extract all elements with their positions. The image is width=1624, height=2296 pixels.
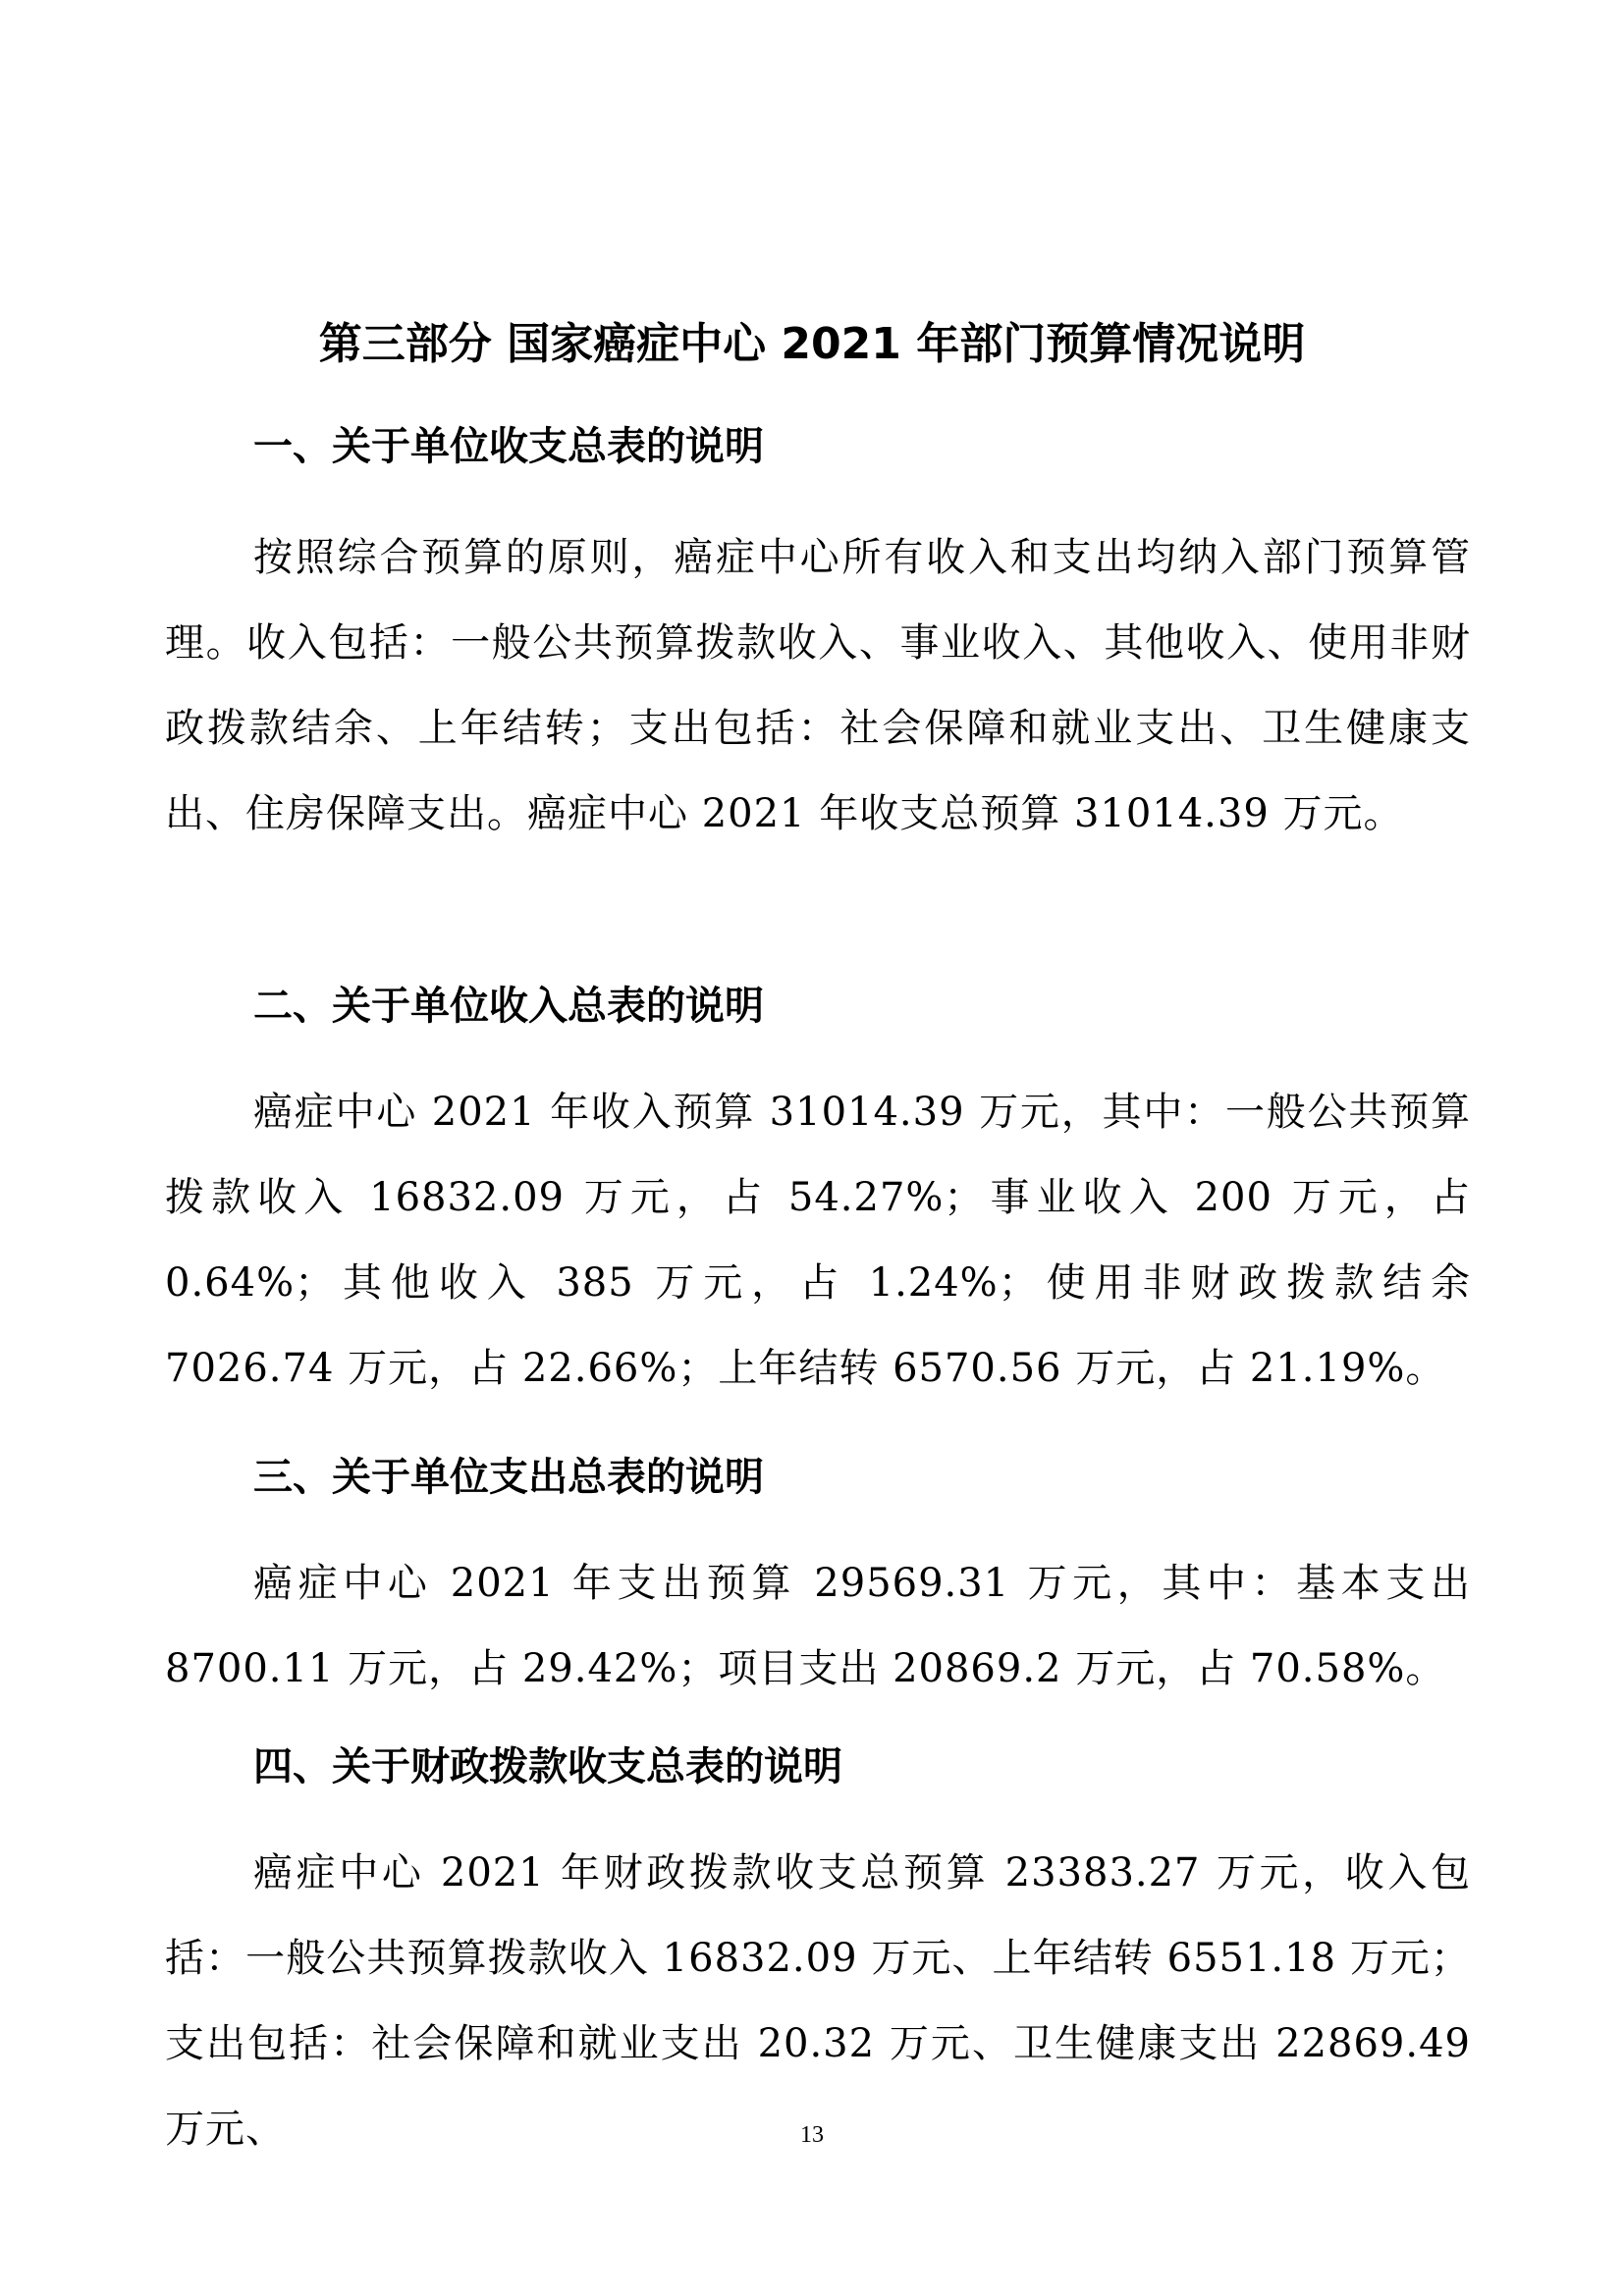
page-title: 第三部分 国家癌症中心 2021 年部门预算情况说明 bbox=[318, 319, 1306, 369]
section-heading-1: 一、关于单位收支总表的说明 bbox=[253, 424, 764, 469]
section-heading-2: 二、关于单位收入总表的说明 bbox=[253, 984, 764, 1029]
section-body-1: 按照综合预算的原则，癌症中心所有收入和支出均纳入部门预算管理。收入包括：一般公共预算拨款收入、事业收入、其他收入、使用非财政拨款结余、上年结转；支出包括：社会保障和就业支出、卫生健康支出、住房保障支出。癌症中心 2021 年收支总预算 31014.39 万元。 bbox=[165, 535, 1471, 836]
page-number: 13 bbox=[800, 2122, 824, 2148]
section-heading-4: 四、关于财政拨款收支总表的说明 bbox=[253, 1744, 842, 1789]
section-body-3: 癌症中心 2021 年支出预算 29569.31 万元，其中：基本支出 8700.11 万元，占 29.42%；项目支出 20869.2 万元，占 70.58%。 bbox=[165, 1561, 1471, 1691]
section-heading-3: 三、关于单位支出总表的说明 bbox=[253, 1455, 764, 1500]
section-body-4: 癌症中心 2021 年财政拨款收支总预算 23383.27 万元，收入包括：一般公共预算拨款收入 16832.09 万元、上年结转 6551.18 万元；支出包括：社会保障和就业支出 20.32 万元、卫生健康支出 22869.49 万元、 bbox=[165, 1850, 1471, 2152]
section-body-2: 癌症中心 2021 年收入预算 31014.39 万元，其中：一般公共预算拨款收入 16832.09 万元，占 54.27%；事业收入 200 万元，占 0.64%；其他收入 385 万元，占 1.24%；使用非财政拨款结余 7026.74 万元，占 22.66%；上年结转 6570.56 万元，占 21.19%。 bbox=[165, 1090, 1471, 1391]
